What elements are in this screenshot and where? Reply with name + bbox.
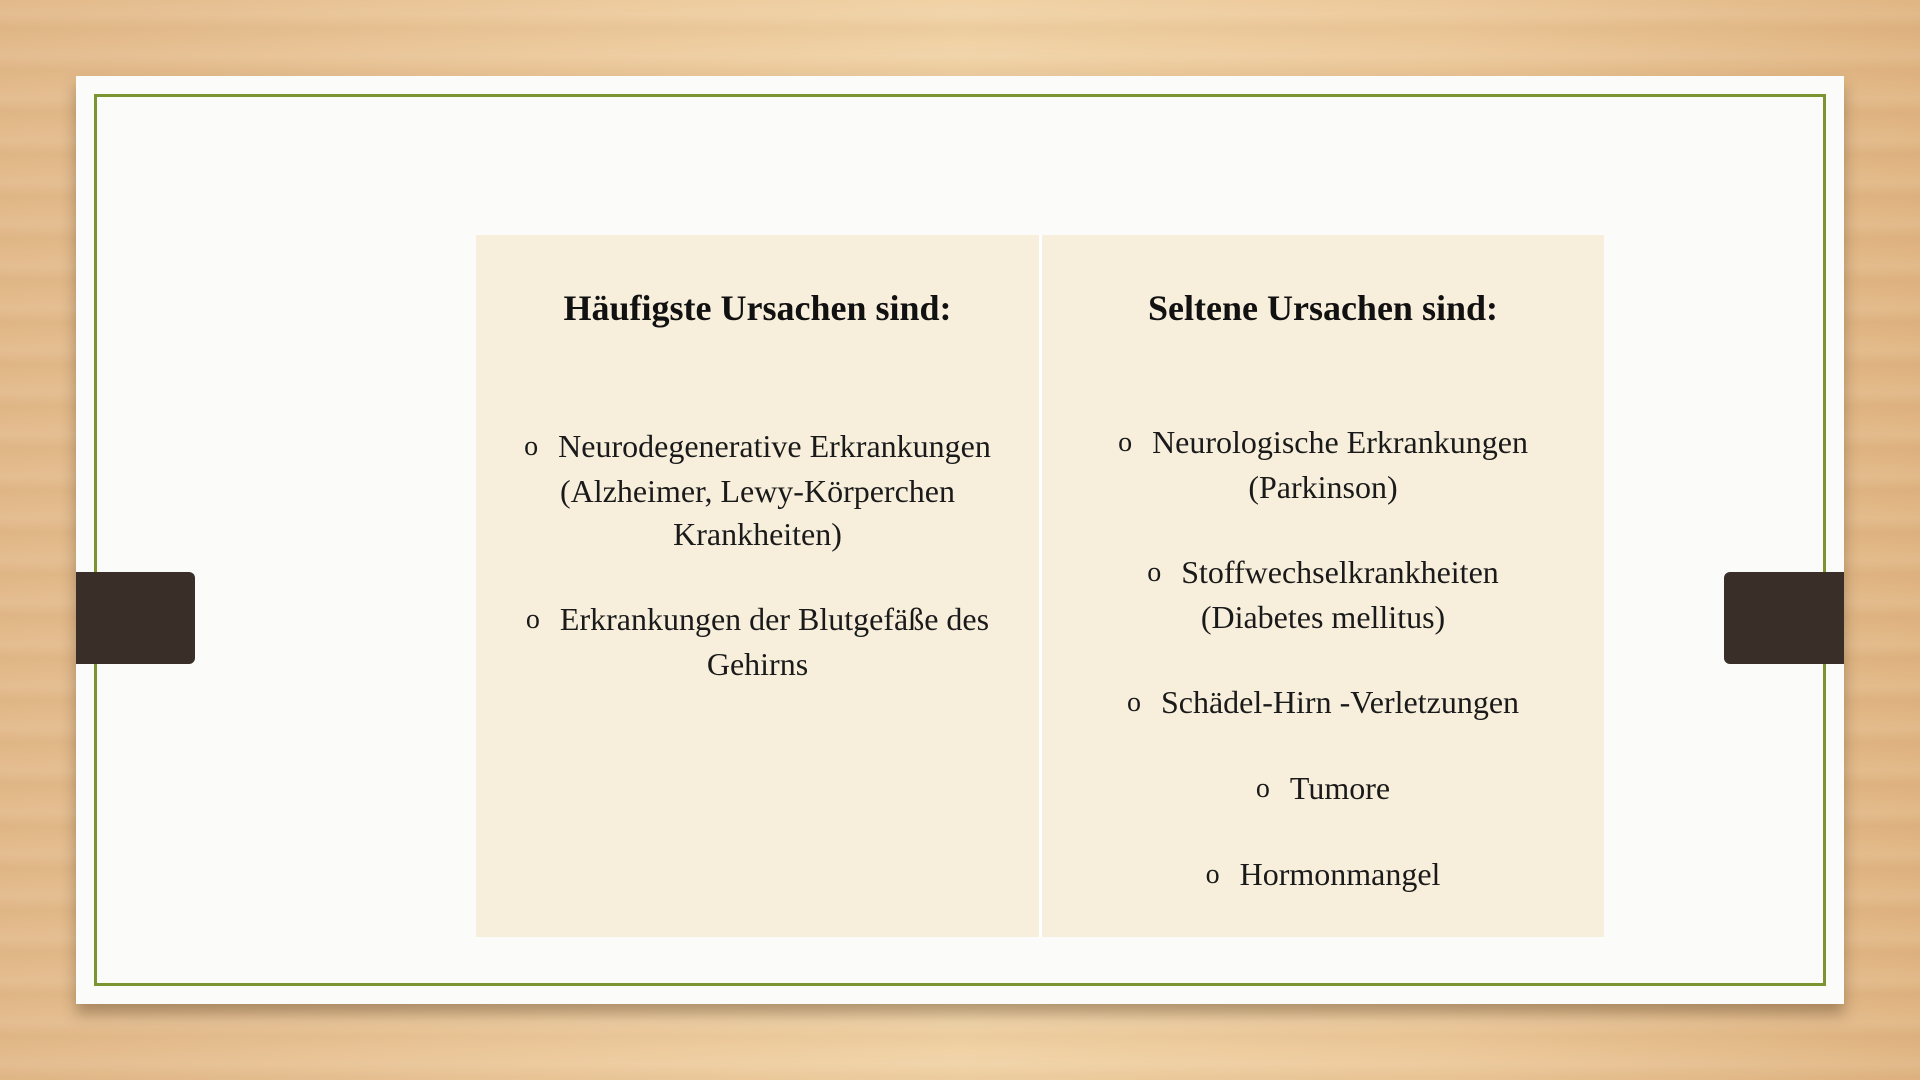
bullet-icon: o <box>525 604 540 635</box>
item-text: Stoffwechselkrankheiten <box>1181 554 1499 590</box>
item-text: (Parkinson) <box>1248 469 1398 505</box>
right-tab-decoration <box>1724 572 1844 664</box>
bullet-icon: o <box>1205 859 1220 890</box>
common-causes-column <box>476 235 1039 937</box>
list-item <box>1042 767 1604 812</box>
bullet-icon: o <box>1126 687 1141 718</box>
item-text: (Diabetes mellitus) <box>1200 599 1446 635</box>
left-tab-decoration <box>76 572 195 664</box>
slide <box>76 76 1844 1004</box>
item-text: Erkrankungen der Blutgefäße des <box>559 601 990 637</box>
list-item <box>1042 853 1604 898</box>
item-text: Gehirns <box>706 646 809 682</box>
rare-causes-heading: Seltene Ursachen sind: <box>1148 288 1498 328</box>
item-text: Krankheiten) <box>673 516 842 552</box>
bullet-icon: o <box>1118 427 1133 458</box>
bullet-icon: o <box>1147 557 1162 588</box>
item-text: Tumore <box>1289 770 1391 806</box>
list-item <box>476 425 1039 556</box>
item-text: Neurologische Erkrankungen <box>1152 424 1528 460</box>
list-item <box>1042 421 1604 509</box>
common-causes-heading: Häufigste Ursachen sind: <box>563 288 952 328</box>
list-item <box>1042 551 1604 639</box>
bullet-icon: o <box>524 431 539 462</box>
item-text: (Alzheimer, Lewy-Körperchen <box>560 473 955 509</box>
item-text: Hormonmangel <box>1239 856 1441 892</box>
list-item <box>1042 681 1604 726</box>
item-text: Schädel-Hirn -Verletzungen <box>1160 684 1520 720</box>
bullet-icon: o <box>1255 773 1270 804</box>
list-item <box>476 598 1039 686</box>
rare-causes-column <box>1042 235 1604 937</box>
item-text: Neurodegenerative Erkrankungen <box>558 428 991 464</box>
causes-table <box>476 235 1604 937</box>
